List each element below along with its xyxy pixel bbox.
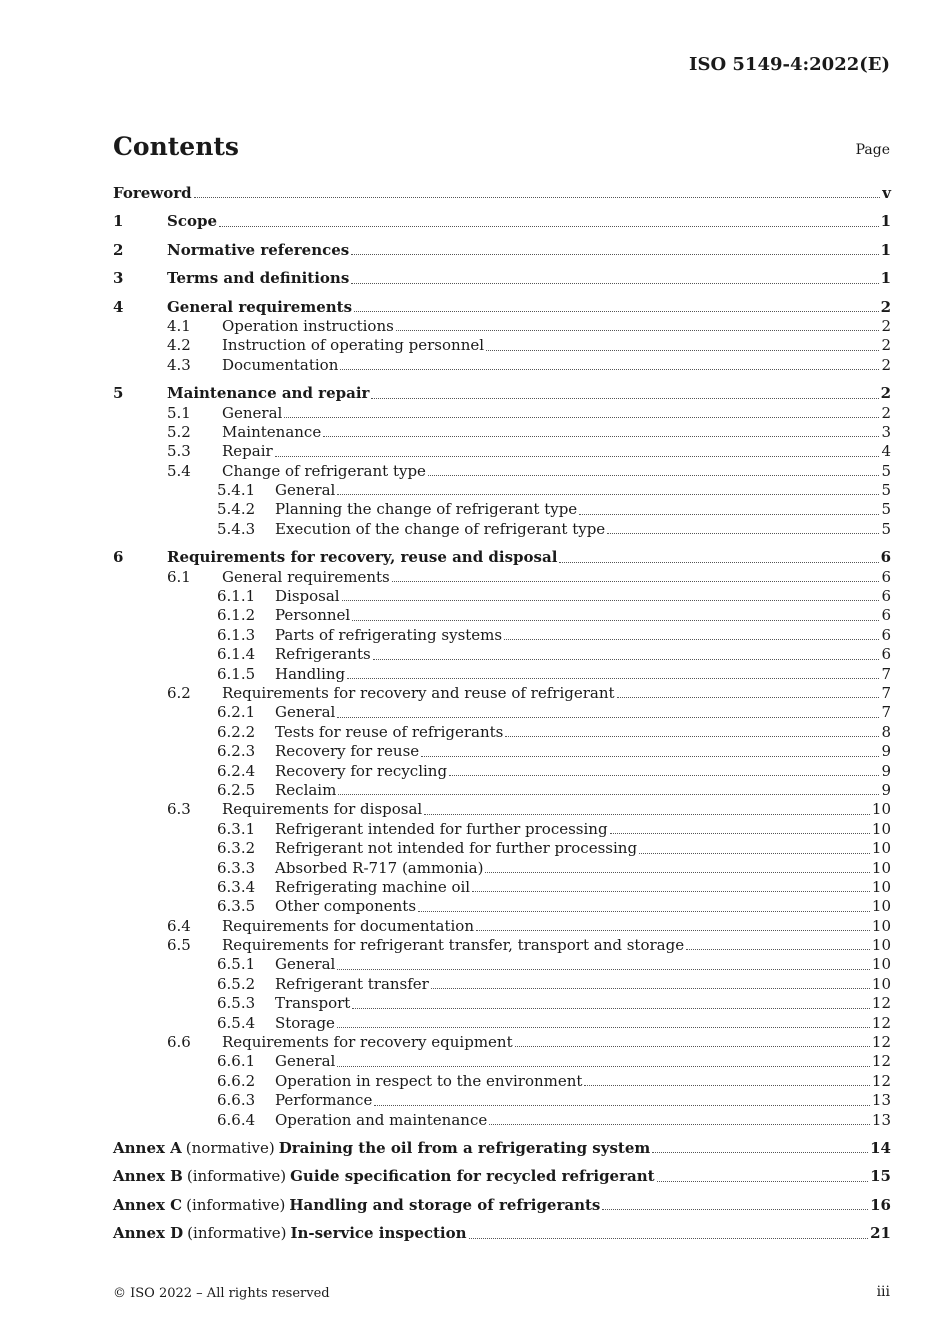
toc-dot-leader <box>486 349 879 351</box>
toc-entry-number: 6.6.1 <box>217 1052 256 1071</box>
toc-dot-leader <box>337 968 870 970</box>
toc-entry-title: Draining the oil from a refrigerating system <box>278 1138 651 1157</box>
toc-page-number: 12 <box>871 1052 891 1071</box>
toc-page-number: 10 <box>871 819 891 838</box>
document-id: ISO 5149-4:2022(E) <box>689 54 890 75</box>
toc-annex-label: Annex A <box>113 1138 182 1157</box>
toc-entry-title: General requirements <box>222 567 390 586</box>
toc-annex-entry[interactable] <box>113 1224 891 1243</box>
toc-dot-leader <box>424 813 870 815</box>
toc-page-number: 10 <box>871 897 891 916</box>
toc-annex-entry[interactable] <box>113 1196 891 1215</box>
toc-entry-number: 6.5.1 <box>217 955 256 974</box>
toc-page-number: 6 <box>881 625 891 644</box>
toc-page-number: 2 <box>881 316 891 335</box>
toc-entry-number: 6.6 <box>167 1033 191 1052</box>
toc-page-number: 2 <box>881 403 891 422</box>
toc-dot-leader <box>337 716 879 718</box>
toc-dot-leader <box>337 1026 870 1028</box>
toc-entry-number: 6.2.4 <box>217 761 256 780</box>
toc-entry-number: 6.5.3 <box>217 994 256 1013</box>
toc-entry-title: Tests for reuse of refrigerants <box>275 722 504 741</box>
toc-page-number: 7 <box>881 664 891 683</box>
toc-dot-leader <box>194 196 881 198</box>
toc-entry[interactable] <box>113 317 891 336</box>
copyright-notice: © ISO 2022 – All rights reserved <box>113 1286 330 1301</box>
toc-entry-number: 3 <box>113 269 124 288</box>
toc-page-number: 9 <box>881 780 891 799</box>
toc-dot-leader <box>485 871 869 873</box>
toc-dot-leader <box>652 1151 868 1153</box>
toc-entry-number: 6.3.5 <box>217 897 256 916</box>
contents-heading: Contents <box>113 132 240 161</box>
toc-entry-number: 6.3.4 <box>217 877 256 896</box>
toc-entry-title: In-service inspection <box>290 1224 467 1243</box>
toc-entry[interactable] <box>113 568 891 587</box>
toc-dot-leader <box>371 397 878 399</box>
toc-entry-title: Recovery for recycling <box>275 761 448 780</box>
toc-dot-leader <box>449 774 879 776</box>
toc-page-number: 5 <box>881 481 891 500</box>
toc-dot-leader <box>515 1045 870 1047</box>
toc-entry-title: General <box>275 1052 336 1071</box>
toc-entry-number: 1 <box>113 212 124 231</box>
toc-entry[interactable] <box>113 626 891 645</box>
toc-entry-title: Handling <box>275 664 346 683</box>
toc-entry[interactable] <box>113 878 891 897</box>
toc-entry-title: Terms and definitions <box>167 269 350 288</box>
toc-entry-title: Refrigerant transfer <box>275 974 429 993</box>
toc-entry-number: 6.3.3 <box>217 858 256 877</box>
toc-page-number: 10 <box>871 877 891 896</box>
table-of-contents <box>113 184 891 1244</box>
toc-entry[interactable] <box>113 1014 891 1033</box>
toc-dot-leader <box>602 1208 868 1210</box>
toc-page-number: 6 <box>880 548 891 567</box>
toc-page-number: 10 <box>871 955 891 974</box>
toc-entry-title: Maintenance and repair <box>167 384 370 403</box>
toc-dot-leader <box>392 580 880 582</box>
toc-entry-title: Foreword <box>113 184 192 202</box>
toc-dot-leader <box>284 416 879 418</box>
toc-entry-title: Other components <box>275 897 417 916</box>
toc-page-number: 10 <box>871 839 891 858</box>
toc-entry-number: 6.3.2 <box>217 839 256 858</box>
toc-page-number: 6 <box>881 645 891 664</box>
toc-entry-number: 4.3 <box>167 355 191 374</box>
toc-page-number: 9 <box>881 761 891 780</box>
toc-entry[interactable] <box>113 975 891 994</box>
toc-page-number: 12 <box>871 1033 891 1052</box>
toc-entry[interactable] <box>113 404 891 423</box>
toc-annex-kind: (informative) <box>186 1195 286 1214</box>
toc-entry-number: 6.3.1 <box>217 819 256 838</box>
toc-entry[interactable] <box>113 548 891 567</box>
toc-page-number: 12 <box>871 1071 891 1090</box>
toc-page-number: 21 <box>870 1224 891 1243</box>
toc-entry[interactable] <box>113 241 891 260</box>
toc-entry[interactable] <box>113 423 891 442</box>
toc-entry-number: 6.1.3 <box>217 625 256 644</box>
toc-page-number: 15 <box>870 1167 891 1186</box>
toc-entry-title: Transport <box>275 994 351 1013</box>
toc-entry[interactable] <box>113 723 891 742</box>
toc-page-number: 5 <box>881 500 891 519</box>
toc-entry[interactable] <box>113 820 891 839</box>
toc-entry[interactable] <box>113 665 891 684</box>
toc-entry-title: Guide specification for recycled refrigerant <box>290 1167 655 1186</box>
toc-entry[interactable] <box>113 936 891 955</box>
toc-entry[interactable] <box>113 781 891 800</box>
toc-page-number: 1 <box>880 240 891 259</box>
toc-page-number: 10 <box>871 974 891 993</box>
toc-entry-title: Change of refrigerant type <box>222 461 426 480</box>
toc-entry-number: 5.4 <box>167 461 191 480</box>
toc-entry-title: General <box>275 481 336 500</box>
toc-entry-title: Refrigerant not intended for further processing <box>275 839 638 858</box>
toc-entry-title: Requirements for recovery and reuse of refrigerant <box>222 683 615 702</box>
toc-dot-leader <box>610 832 870 834</box>
toc-page-number: 2 <box>880 384 891 403</box>
toc-entry[interactable] <box>113 1052 891 1071</box>
toc-page-number: 2 <box>881 355 891 374</box>
toc-page-number: 16 <box>870 1195 891 1214</box>
toc-entry-number: 5.1 <box>167 403 191 422</box>
toc-entry-number: 5.4.2 <box>217 500 256 519</box>
toc-entry-number: 6.6.4 <box>217 1110 256 1129</box>
toc-entry-title: Parts of refrigerating systems <box>275 625 503 644</box>
toc-entry[interactable] <box>113 917 891 936</box>
toc-entry-title: Operation in respect to the environment <box>275 1071 583 1090</box>
toc-dot-leader <box>476 929 870 931</box>
toc-entry-number: 6.2.3 <box>217 742 256 761</box>
toc-dot-leader <box>428 474 880 476</box>
toc-entry[interactable] <box>113 859 891 878</box>
toc-entry-title: Repair <box>222 442 273 461</box>
toc-annex-kind: (normative) <box>185 1138 275 1157</box>
toc-entry-number: 6.5.2 <box>217 974 256 993</box>
toc-dot-leader <box>469 1237 869 1239</box>
toc-entry[interactable] <box>113 1072 891 1091</box>
toc-entry[interactable] <box>113 1033 891 1052</box>
toc-page-number: 12 <box>871 1013 891 1032</box>
toc-entry-title: Recovery for reuse <box>275 742 420 761</box>
toc-entry[interactable] <box>113 645 891 664</box>
toc-annex-label: Annex C <box>113 1195 183 1214</box>
toc-dot-leader <box>354 310 879 312</box>
toc-dot-leader <box>421 755 879 757</box>
toc-entry-number: 6.1.4 <box>217 645 256 664</box>
toc-page-number: 7 <box>881 703 891 722</box>
toc-entry-title: Maintenance <box>222 422 322 441</box>
toc-entry-number: 6 <box>113 548 124 567</box>
toc-annex-label: Annex B <box>113 1167 183 1186</box>
toc-page-number: 10 <box>871 936 891 955</box>
toc-entry-number: 6.6.3 <box>217 1091 256 1110</box>
toc-dot-leader <box>579 513 879 515</box>
toc-entry-title: Personnel <box>275 606 351 625</box>
toc-page-number: 10 <box>871 916 891 935</box>
toc-page-number: 14 <box>870 1138 891 1157</box>
toc-page-number: 1 <box>880 269 891 288</box>
toc-entry-title: Reclaim <box>275 780 337 799</box>
toc-entry-number: 5 <box>113 384 124 403</box>
toc-entry[interactable] <box>113 356 891 375</box>
toc-entry-title: Operation instructions <box>222 316 394 335</box>
toc-dot-leader <box>584 1084 869 1086</box>
toc-dot-leader <box>352 1007 870 1009</box>
toc-entry[interactable] <box>113 587 891 606</box>
toc-entry-title: Planning the change of refrigerant type <box>275 500 578 519</box>
toc-dot-leader <box>431 987 870 989</box>
toc-dot-leader <box>351 253 878 255</box>
toc-entry[interactable] <box>113 481 891 500</box>
toc-entry-title: Performance <box>275 1091 373 1110</box>
toc-entry-number: 6.1.1 <box>217 587 256 606</box>
toc-entry-title: Normative references <box>167 240 350 259</box>
toc-page-number: v <box>882 184 891 202</box>
toc-entry-title: Requirements for recovery, reuse and disposal <box>167 548 558 567</box>
toc-dot-leader <box>489 1123 870 1125</box>
toc-entry-number: 5.2 <box>167 422 191 441</box>
toc-entry-title: Instruction of operating personnel <box>222 336 485 355</box>
toc-page-number: 5 <box>881 461 891 480</box>
toc-entry[interactable] <box>113 606 891 625</box>
toc-entry[interactable] <box>113 336 891 355</box>
toc-dot-leader <box>340 368 879 370</box>
toc-page-number: 2 <box>880 297 891 316</box>
toc-entry[interactable] <box>113 684 891 703</box>
toc-page-number: 12 <box>871 994 891 1013</box>
toc-dot-leader <box>352 619 879 621</box>
toc-entry[interactable] <box>113 442 891 461</box>
toc-dot-leader <box>505 735 879 737</box>
page-column-label: Page <box>855 142 890 158</box>
toc-page-number: 13 <box>871 1091 891 1110</box>
toc-dot-leader <box>351 282 878 284</box>
toc-entry[interactable] <box>113 897 891 916</box>
toc-dot-leader <box>337 1065 870 1067</box>
toc-entry-number: 6.2.5 <box>217 780 256 799</box>
toc-entry-title: General <box>275 703 336 722</box>
toc-page-number: 1 <box>880 212 891 231</box>
toc-entry[interactable] <box>113 462 891 481</box>
toc-entry-number: 4 <box>113 297 124 316</box>
toc-dot-leader <box>373 658 880 660</box>
toc-entry-number: 4.2 <box>167 336 191 355</box>
toc-entry-title: Execution of the change of refrigerant type <box>275 519 606 538</box>
toc-page-number: 4 <box>881 442 891 461</box>
toc-entry-title: Documentation <box>222 355 339 374</box>
toc-dot-leader <box>559 561 878 563</box>
toc-entry-number: 6.5 <box>167 936 191 955</box>
toc-page-number: 8 <box>881 722 891 741</box>
toc-entry[interactable] <box>113 520 891 539</box>
toc-dot-leader <box>657 1180 869 1182</box>
toc-entry-title: Requirements for disposal <box>222 800 423 819</box>
toc-entry-number: 5.4.3 <box>217 519 256 538</box>
toc-entry-title: Operation and maintenance <box>275 1110 488 1129</box>
toc-dot-leader <box>504 638 879 640</box>
toc-page-number: 13 <box>871 1110 891 1129</box>
toc-dot-leader <box>275 455 880 457</box>
toc-annex-entry[interactable] <box>113 1167 891 1186</box>
toc-entry-number: 2 <box>113 240 124 259</box>
toc-entry-number: 6.3 <box>167 800 191 819</box>
toc-page-number: 9 <box>881 742 891 761</box>
toc-dot-leader <box>607 532 879 534</box>
toc-entry-number: 6.6.2 <box>217 1071 256 1090</box>
toc-entry-title: Requirements for recovery equipment <box>222 1033 513 1052</box>
toc-page-number: 10 <box>871 800 891 819</box>
toc-entry-number: 6.5.4 <box>217 1013 256 1032</box>
toc-entry[interactable] <box>113 800 891 819</box>
toc-entry-number: 6.4 <box>167 916 191 935</box>
toc-dot-leader <box>396 329 880 331</box>
toc-entry[interactable] <box>113 1091 891 1110</box>
toc-page-number: 2 <box>881 336 891 355</box>
toc-dot-leader <box>374 1104 870 1106</box>
toc-entry-title: Scope <box>167 212 218 231</box>
toc-entry[interactable] <box>113 298 891 317</box>
toc-dot-leader <box>338 793 879 795</box>
toc-dot-leader <box>323 435 879 437</box>
toc-entry-title: Storage <box>275 1013 335 1032</box>
toc-entry[interactable] <box>113 212 891 231</box>
toc-entry-title: Refrigerating machine oil <box>275 877 471 896</box>
toc-dot-leader <box>337 493 879 495</box>
toc-entry-title: Requirements for refrigerant transfer, transport and storage <box>222 936 685 955</box>
toc-entry-number: 5.3 <box>167 442 191 461</box>
toc-dot-leader <box>617 696 880 698</box>
toc-entry-number: 5.4.1 <box>217 481 256 500</box>
toc-page-number: 6 <box>881 567 891 586</box>
toc-entry[interactable] <box>113 1111 891 1130</box>
toc-page-number: 3 <box>881 422 891 441</box>
toc-entry[interactable] <box>113 703 891 722</box>
toc-entry-title: Absorbed R-717 (ammonia) <box>275 858 484 877</box>
toc-page-number: 6 <box>881 606 891 625</box>
toc-dot-leader <box>418 910 870 912</box>
page-number: iii <box>876 1284 890 1300</box>
toc-entry-number: 6.2.1 <box>217 703 256 722</box>
toc-entry[interactable] <box>113 384 891 403</box>
toc-dot-leader <box>472 890 870 892</box>
toc-entry[interactable] <box>113 839 891 858</box>
toc-annex-kind: (informative) <box>186 1167 287 1186</box>
toc-entry-title: General <box>222 403 283 422</box>
toc-entry-number: 6.1.5 <box>217 664 256 683</box>
toc-entry-number: 6.2.2 <box>217 722 256 741</box>
toc-dot-leader <box>347 677 879 679</box>
toc-annex-kind: (informative) <box>187 1224 287 1243</box>
toc-entry-title: General requirements <box>167 297 353 316</box>
toc-dot-leader <box>686 948 870 950</box>
toc-entry[interactable] <box>113 955 891 974</box>
toc-entry[interactable] <box>113 742 891 761</box>
toc-entry-title: Requirements for documentation <box>222 916 474 935</box>
toc-entry-number: 6.1 <box>167 567 191 586</box>
toc-entry-title: Refrigerants <box>275 645 371 664</box>
toc-annex-label: Annex D <box>113 1224 184 1243</box>
toc-entry-number: 4.1 <box>167 316 191 335</box>
toc-dot-leader <box>342 599 880 601</box>
toc-entry-title: Handling and storage of refrigerants <box>289 1195 601 1214</box>
toc-entry-number: 6.2 <box>167 683 191 702</box>
toc-entry-title: General <box>275 955 336 974</box>
toc-dot-leader <box>639 852 870 854</box>
toc-entry[interactable] <box>113 994 891 1013</box>
toc-page-number: 5 <box>881 519 891 538</box>
toc-page-number: 7 <box>881 683 891 702</box>
toc-entry-title: Disposal <box>275 587 340 606</box>
toc-page-number: 10 <box>871 858 891 877</box>
toc-entry[interactable] <box>113 762 891 781</box>
toc-annex-entry[interactable] <box>113 1139 891 1158</box>
toc-entry[interactable] <box>113 269 891 288</box>
toc-entry[interactable] <box>113 184 891 203</box>
toc-page-number: 6 <box>881 587 891 606</box>
toc-entry-number: 6.1.2 <box>217 606 256 625</box>
toc-dot-leader <box>219 225 879 227</box>
toc-entry[interactable] <box>113 500 891 519</box>
toc-entry-title: Refrigerant intended for further processing <box>275 819 608 838</box>
